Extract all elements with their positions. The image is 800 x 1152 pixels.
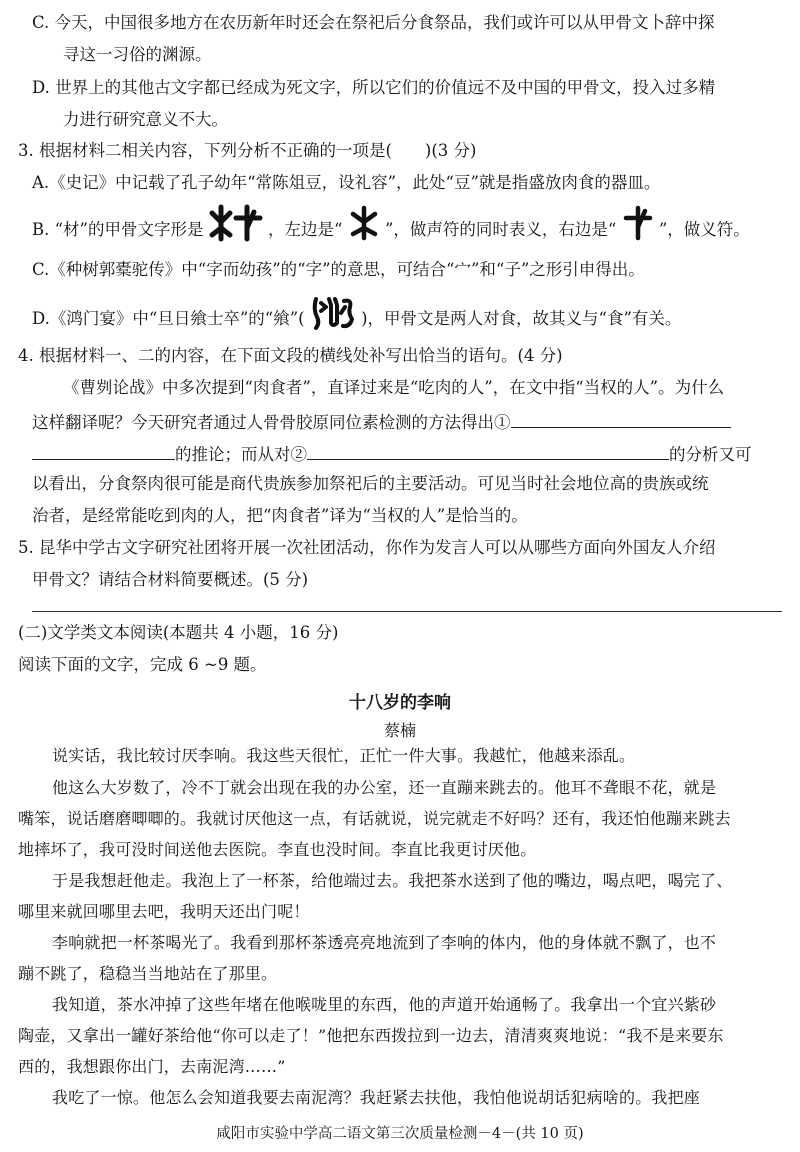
oracle-cai-right-glyph xyxy=(622,205,654,256)
q4-para-line2 xyxy=(32,409,731,434)
q3-option-c: C.《种树郭橐驼传》中“字而幼孩”的“字”的意思，可结合“宀”和“子”之形引申得出。 xyxy=(32,260,645,279)
story-line: 李响就把一杯茶喝光了。我看到那杯茶透亮亮地流到了李响的体内，他的身体就不飘了，也不 xyxy=(52,933,717,952)
q4-para-line3a: 的推论；而从对② xyxy=(175,445,307,464)
section2-heading: (二)文学类文本阅读(本题共 4 小题，16 分) xyxy=(18,623,339,642)
answer-blank-2[interactable] xyxy=(307,441,669,460)
q3-b-pre: B. “材”的甲骨文字形是 xyxy=(32,220,204,239)
answer-blank-1-cont[interactable] xyxy=(32,441,175,460)
q4-para-line4: 以看出，分食祭肉很可能是商代贵族参加祭祀后的主要活动。可见当时社会地位高的贵族或统 xyxy=(32,474,709,493)
q5-line2: 甲骨文？请结合材料简要概述。(5 分) xyxy=(32,570,309,589)
section2-instruction: 阅读下面的文字，完成 6 ~9 题。 xyxy=(18,655,267,674)
option-c-line1: C. 今天，中国很多地方在农历新年时还会在祭祀后分食祭品，我们或许可以从甲骨文卜辞中探 xyxy=(32,13,715,32)
oracle-mu-glyph xyxy=(348,205,380,256)
story-line: 我吃了一惊。他怎么会知道我要去南泥湾？我赶紧去扶他，我怕他说胡话犯病啥的。我把座 xyxy=(52,1088,701,1107)
q3-b-mid1: ，左边是“ xyxy=(268,220,343,239)
answer-line-q5[interactable] xyxy=(32,611,782,612)
q4-para-line5: 治者，是经常能吃到肉的人，把“肉食者”译为“当权的人”是恰当的。 xyxy=(32,506,528,525)
option-d-line1: D. 世界上的其他古文字都已经成为死文字，所以它们的价值远不及中国的甲骨文，投入过多精 xyxy=(32,78,716,97)
story-line: 他这么大岁数了，冷不丁就会出现在我的办公室，还一直蹦来跳去的。他耳不聋眼不花，就是 xyxy=(52,778,717,797)
q4-para-line3b: 的分析又可 xyxy=(669,445,752,464)
story-line: 我知道，茶水冲掉了这些年堵在他喉咙里的东西，他的声道开始通畅了。我拿出一个宜兴紫砂 xyxy=(52,995,717,1014)
q3-b-post: ”，做义符。 xyxy=(658,220,750,239)
option-c-line2: 寻这一习俗的渊源。 xyxy=(63,45,212,64)
q5-line1: 5. 昆华中学古文字研究社团将开展一次社团活动，你作为发言人可以从哪些方面向外国友人介绍 xyxy=(18,538,716,557)
story-line: 地摔坏了，我可没时间送他去医院。李直也没时间。李直比我更讨厌他。 xyxy=(18,840,537,859)
answer-blank-1[interactable] xyxy=(511,409,731,428)
q4-para-line2-text: 这样翻译呢？今天研究者通过人骨骨胶原同位素检测的方法得出① xyxy=(32,413,511,432)
q3-option-d xyxy=(32,293,681,333)
q3-stem: 3. 根据材料二相关内容，下列分析不正确的一项是( )(3 分) xyxy=(18,141,477,160)
story-line: 蹦不跳了，稳稳当当地站在了那里。 xyxy=(18,964,278,983)
story-line: 陶壶，又拿出一罐好茶给他“你可以走了！”他把东西拨拉到一边去，清清爽爽地说：“我不是来要东 xyxy=(18,1026,724,1045)
story-title: 十八岁的李响 xyxy=(349,693,451,713)
page-footer: 咸阳市实验中学高二语文第三次质量检测－4－(共 10 页) xyxy=(216,1126,584,1142)
q3-option-b xyxy=(32,204,750,244)
q3-b-mid2: ”，做声符的同时表义，右边是“ xyxy=(384,220,617,239)
q3-option-a: A.《史记》中记载了孔子幼年“常陈俎豆，设礼容”，此处“豆”就是指盛放肉食的器皿。 xyxy=(32,173,661,192)
story-line: 西的，我想跟你出门，去南泥湾……” xyxy=(18,1057,286,1076)
q4-para-line1: 《曹刿论战》中多次提到“肉食者”，直译过来是“吃肉的人”，在文中指“当权的人”。为什么 xyxy=(63,378,725,397)
q4-stem: 4. 根据材料一、二的内容，在下面文段的横线处补写出恰当的语句。(4 分) xyxy=(18,346,563,365)
story-line: 哪里来就回哪里去吧，我明天还出门呢！ xyxy=(18,902,310,921)
story-line: 于是我想赶他走。我泡上了一杯茶，给他端过去。我把茶水送到了他的嘴边，喝点吧，喝完了、 xyxy=(52,871,733,890)
story-line: 说实话，我比较讨厌李响。我这些天很忙，正忙一件大事。我越忙，他越来添乱。 xyxy=(52,746,636,765)
story-author: 蔡楠 xyxy=(383,721,416,740)
story-line: 嘴笨，说话磨磨唧唧的。我就讨厌他这一点，有话就说，说完就走不好吗？还有，我还怕他蹦来跳去 xyxy=(18,809,731,828)
q3-d-pre: D.《鸿门宴》中“旦日飨士卒”的“飨”( xyxy=(32,309,305,328)
oracle-xiang-glyph xyxy=(310,293,356,346)
option-d-line2: 力进行研究意义不大。 xyxy=(63,110,228,129)
oracle-cai-glyph xyxy=(209,204,263,257)
q4-para-line3 xyxy=(32,441,752,466)
q3-d-post: )，甲骨文是两人对食，故其义与“食”有关。 xyxy=(361,309,682,328)
